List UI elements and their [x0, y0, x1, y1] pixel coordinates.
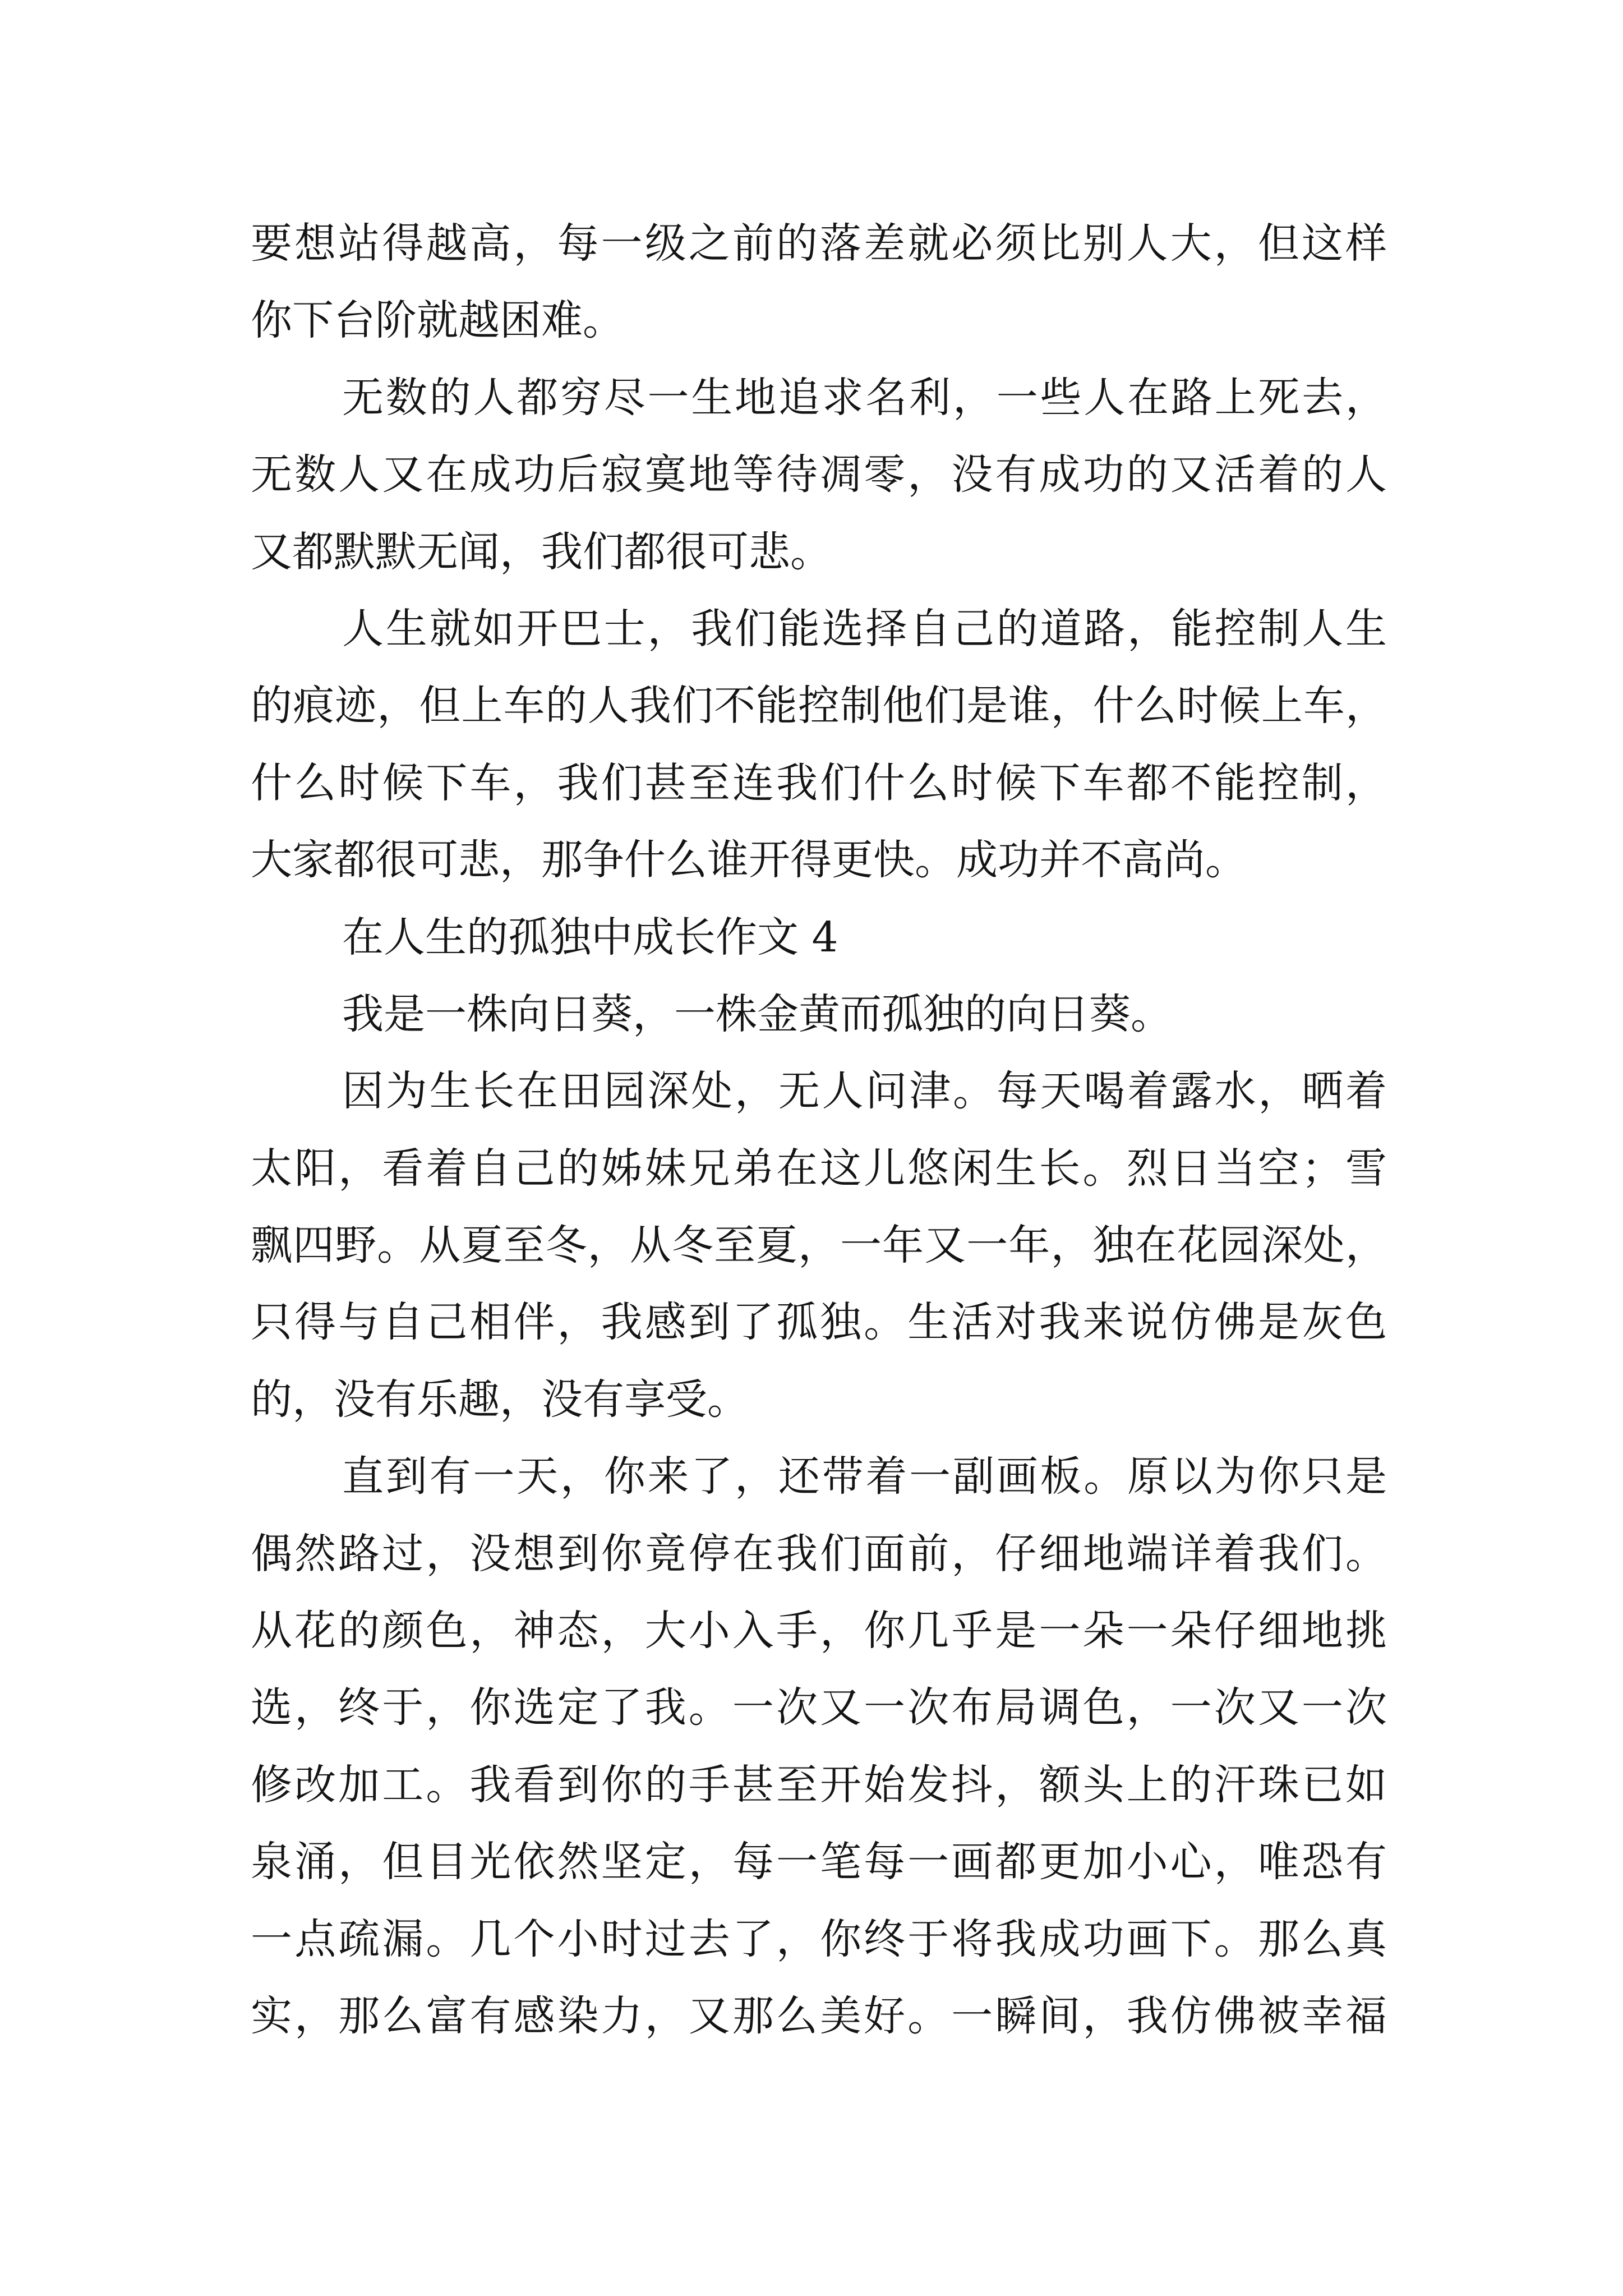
text-line: 实，那么富有感染力，又那么美好。一瞬间，我仿佛被幸福 — [251, 1991, 1387, 2040]
text-line: 泉涌，但目光依然坚定，每一笔每一画都更加小心，唯恐有 — [251, 1838, 1387, 1887]
text-line: 只得与自己相伴，我感到了孤独。生活对我来说仿佛是灰色 — [251, 1298, 1387, 1347]
text-line: 又都默默无闻，我们都很可悲。 — [251, 527, 832, 576]
text-line: 从花的颜色，神态，大小入手，你几乎是一朵一朵仔细地挑 — [251, 1607, 1387, 1655]
section-title — [251, 899, 1387, 976]
text-line: 无数的人都穷尽一生地追求名利，一些人在路上死去， — [342, 373, 1387, 422]
text-line: 一点疏漏。几个小时过去了，你终于将我成功画下。那么真 — [251, 1915, 1387, 1963]
text-line: 无数人又在成功后寂寞地等待凋零，没有成功的又活着的人 — [251, 450, 1387, 499]
body-text — [251, 205, 1387, 2055]
text-line: 飘四野。从夏至冬，从冬至夏，一年又一年，独在花园深处， — [251, 1221, 1387, 1270]
text-line: 什么时候下车，我们甚至连我们什么时候下车都不能控制， — [251, 758, 1387, 807]
paragraph — [251, 1053, 1387, 1438]
paragraph — [251, 205, 1387, 360]
text-line: 因为生长在田园深处，无人问津。每天喝着露水，晒着 — [342, 1067, 1387, 1116]
text-line: 大家都很可悲，那争什么谁开得更快。成功并不高尚。 — [251, 836, 1247, 885]
paragraph — [251, 976, 1387, 1053]
text-line: 的痕迹，但上车的人我们不能控制他们是谁，什么时候上车， — [251, 682, 1387, 730]
text-line: 选，终于，你选定了我。一次又一次布局调色，一次又一次 — [251, 1683, 1387, 1732]
text-line: 要想站得越高，每一级之前的落差就必须比别人大，但这样 — [251, 219, 1387, 268]
paragraph — [251, 1438, 1387, 2055]
paragraph — [251, 360, 1387, 591]
text-line: 太阳，看着自己的姊妹兄弟在这儿悠闲生长。烈日当空；雪 — [251, 1144, 1387, 1193]
text-line: 的，没有乐趣，没有享受。 — [251, 1375, 749, 1424]
text-line: 修改加工。我看到你的手甚至开始发抖，额头上的汗珠已如 — [251, 1760, 1387, 1809]
text-line: 你下台阶就越困难。 — [251, 296, 624, 345]
text-line: 人生就如开巴士，我们能选择自己的道路，能控制人生 — [342, 604, 1387, 653]
text-line: 我是一株向日葵，一株金黄而孤独的向日葵。 — [342, 990, 1172, 1038]
text-line: 偶然路过，没想到你竟停在我们面前，仔细地端详着我们。 — [251, 1529, 1387, 1578]
paragraph — [251, 591, 1387, 899]
text-line: 直到有一天，你来了，还带着一副画板。原以为你只是 — [342, 1452, 1387, 1501]
text-line: 在人生的孤独中成长作文 4 — [342, 913, 838, 961]
